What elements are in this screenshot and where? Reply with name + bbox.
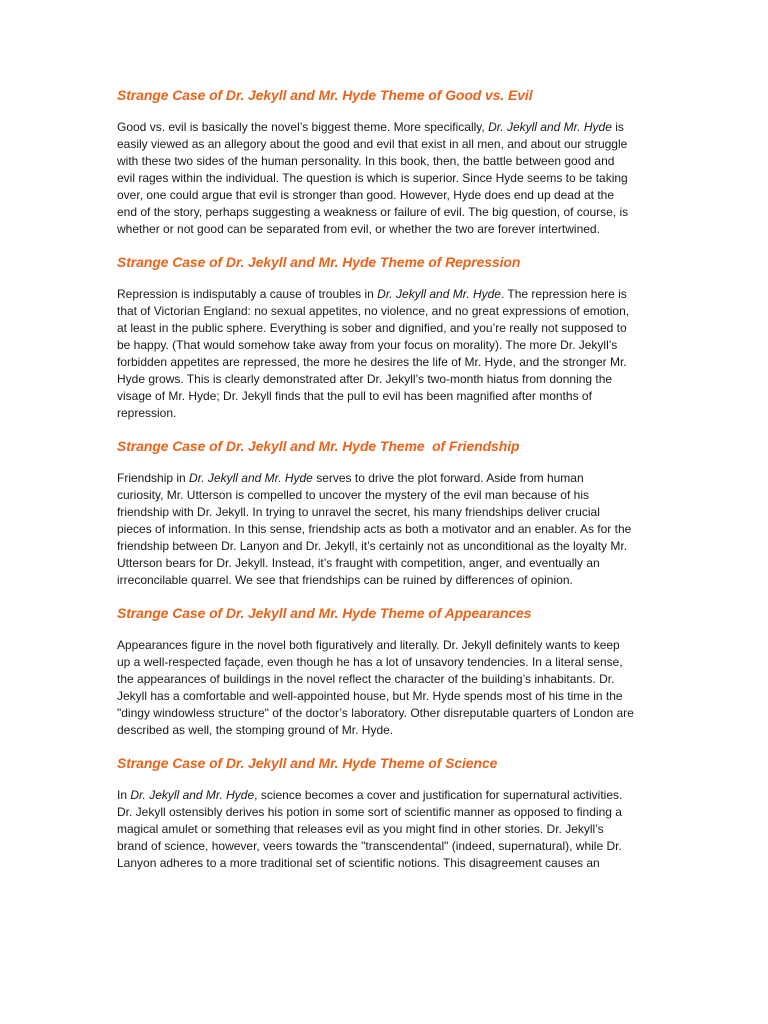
text-line: In Dr. Jekyll and Mr. Hyde, science becomes a cover and justification for supernatural activities.: [117, 788, 623, 802]
text-line: visage of Mr. Hyde; Dr. Jekyll finds that the pull to evil has been magnified after months of: [117, 389, 592, 403]
paragraph-repression: [117, 286, 658, 422]
text-line: that of Victorian England: no sexual appetites, no violence, and no great expressions of emotion,: [117, 304, 630, 318]
text-line: with these two sides of the human personality. In this book, then, the battle between good and: [117, 154, 615, 168]
text-line: Repression is indisputably a cause of troubles in Dr. Jekyll and Mr. Hyde. The repression here is: [117, 287, 627, 301]
text-line: Lanyon adheres to a more traditional set of scientific notions. This disagreement causes an: [117, 856, 600, 870]
paragraph-friendship: [117, 470, 658, 589]
text-line: friendship with Dr. Jekyll. In trying to unravel the secret, his many friendships deliver crucial: [117, 505, 600, 519]
section-heading-friendship: Strange Case of Dr. Jekyll and Mr. Hyde Theme of Friendship: [117, 438, 520, 454]
paragraph-good-vs-evil: [117, 119, 658, 238]
text-line: "dingy windowless structure" of the doctor’s laboratory. Other disreputable quarters of London are: [117, 706, 634, 720]
text-line: Jekyll has a comfortable and well-appointed house, but Mr. Hyde spends most of his time in the: [117, 689, 623, 703]
text-line: described as well, the stomping ground of Mr. Hyde.: [117, 723, 394, 737]
text-line: whether or not good can be separated from evil, or whether the two are forever intertwined.: [117, 222, 600, 236]
text-line: pieces of information. In this sense, friendship acts as both a motivator and an enabler. As for the: [117, 522, 632, 536]
section-heading-science: Strange Case of Dr. Jekyll and Mr. Hyde Theme of Science: [117, 755, 498, 771]
text-line: forbidden appetites are repressed, the more he desires the life of Mr. Hyde, and the stronger Mr.: [117, 355, 627, 369]
section-heading-repression: Strange Case of Dr. Jekyll and Mr. Hyde Theme of Repression: [117, 254, 521, 270]
text-line: evil rages within the individual. The question is which is superior. Since Hyde seems to be taking: [117, 171, 628, 185]
text-line: up a well-respected façade, even though he has a lot of unsavory tendencies. In a literal sense,: [117, 655, 623, 669]
text-line: Hyde grows. This is clearly demonstrated after Dr. Jekyll’s two-month hiatus from donning the: [117, 372, 613, 386]
text-line: Good vs. evil is basically the novel’s biggest theme. More specifically, Dr. Jekyll and Mr. Hyde is: [117, 120, 624, 134]
text-line: the appearances of buildings in the novel reflect the character of the building’s inhabitants. Dr.: [117, 672, 615, 686]
text-line: over, one could argue that evil is stronger than good. However, Hyde does end up dead at the: [117, 188, 614, 202]
text-line: irreconcilable quarrel. We see that friendships can be ruined by differences of opinion.: [117, 573, 573, 587]
text-line: magical amulet or something that releases evil as you might find in other stories. Dr. Jekyll’s: [117, 822, 604, 836]
text-line: Friendship in Dr. Jekyll and Mr. Hyde serves to drive the plot forward. Aside from human: [117, 471, 584, 485]
text-line: Utterson bears for Dr. Jekyll. Instead, it’s fraught with competition, anger, and eventually an: [117, 556, 600, 570]
text-line: friendship between Dr. Lanyon and Dr. Jekyll, it’s certainly not as unconditional as the loyalty Mr.: [117, 539, 628, 553]
text-line: easily viewed as an allegory about the good and evil that exist in all men, and about our struggle: [117, 137, 628, 151]
text-line: at least in the public sphere. Everything is sober and dignified, and you’re really not supposed to: [117, 321, 627, 335]
text-line: be happy. (That would somehow take away from your focus on morality). The more Dr. Jekyll’s: [117, 338, 618, 352]
text-line: brand of science, however, veers towards the "transcendental" (indeed, supernatural), while Dr.: [117, 839, 622, 853]
section-heading-appearances: Strange Case of Dr. Jekyll and Mr. Hyde Theme of Appearances: [117, 605, 532, 621]
section-heading-good-vs-evil: Strange Case of Dr. Jekyll and Mr. Hyde Theme of Good vs. Evil: [117, 87, 533, 103]
text-line: repression.: [117, 406, 177, 420]
text-line: Dr. Jekyll ostensibly derives his potion in some sort of scientific manner as opposed to finding a: [117, 805, 622, 819]
paragraph-science: [117, 787, 658, 872]
text-line: Appearances figure in the novel both figuratively and literally. Dr. Jekyll definitely wants to keep: [117, 638, 620, 652]
paragraph-appearances: [117, 637, 658, 739]
text-line: curiosity, Mr. Utterson is compelled to uncover the mystery of the evil man because of his: [117, 488, 589, 502]
text-line: end of the story, perhaps suggesting a weakness or failure of evil. The big question, of course, is: [117, 205, 629, 219]
